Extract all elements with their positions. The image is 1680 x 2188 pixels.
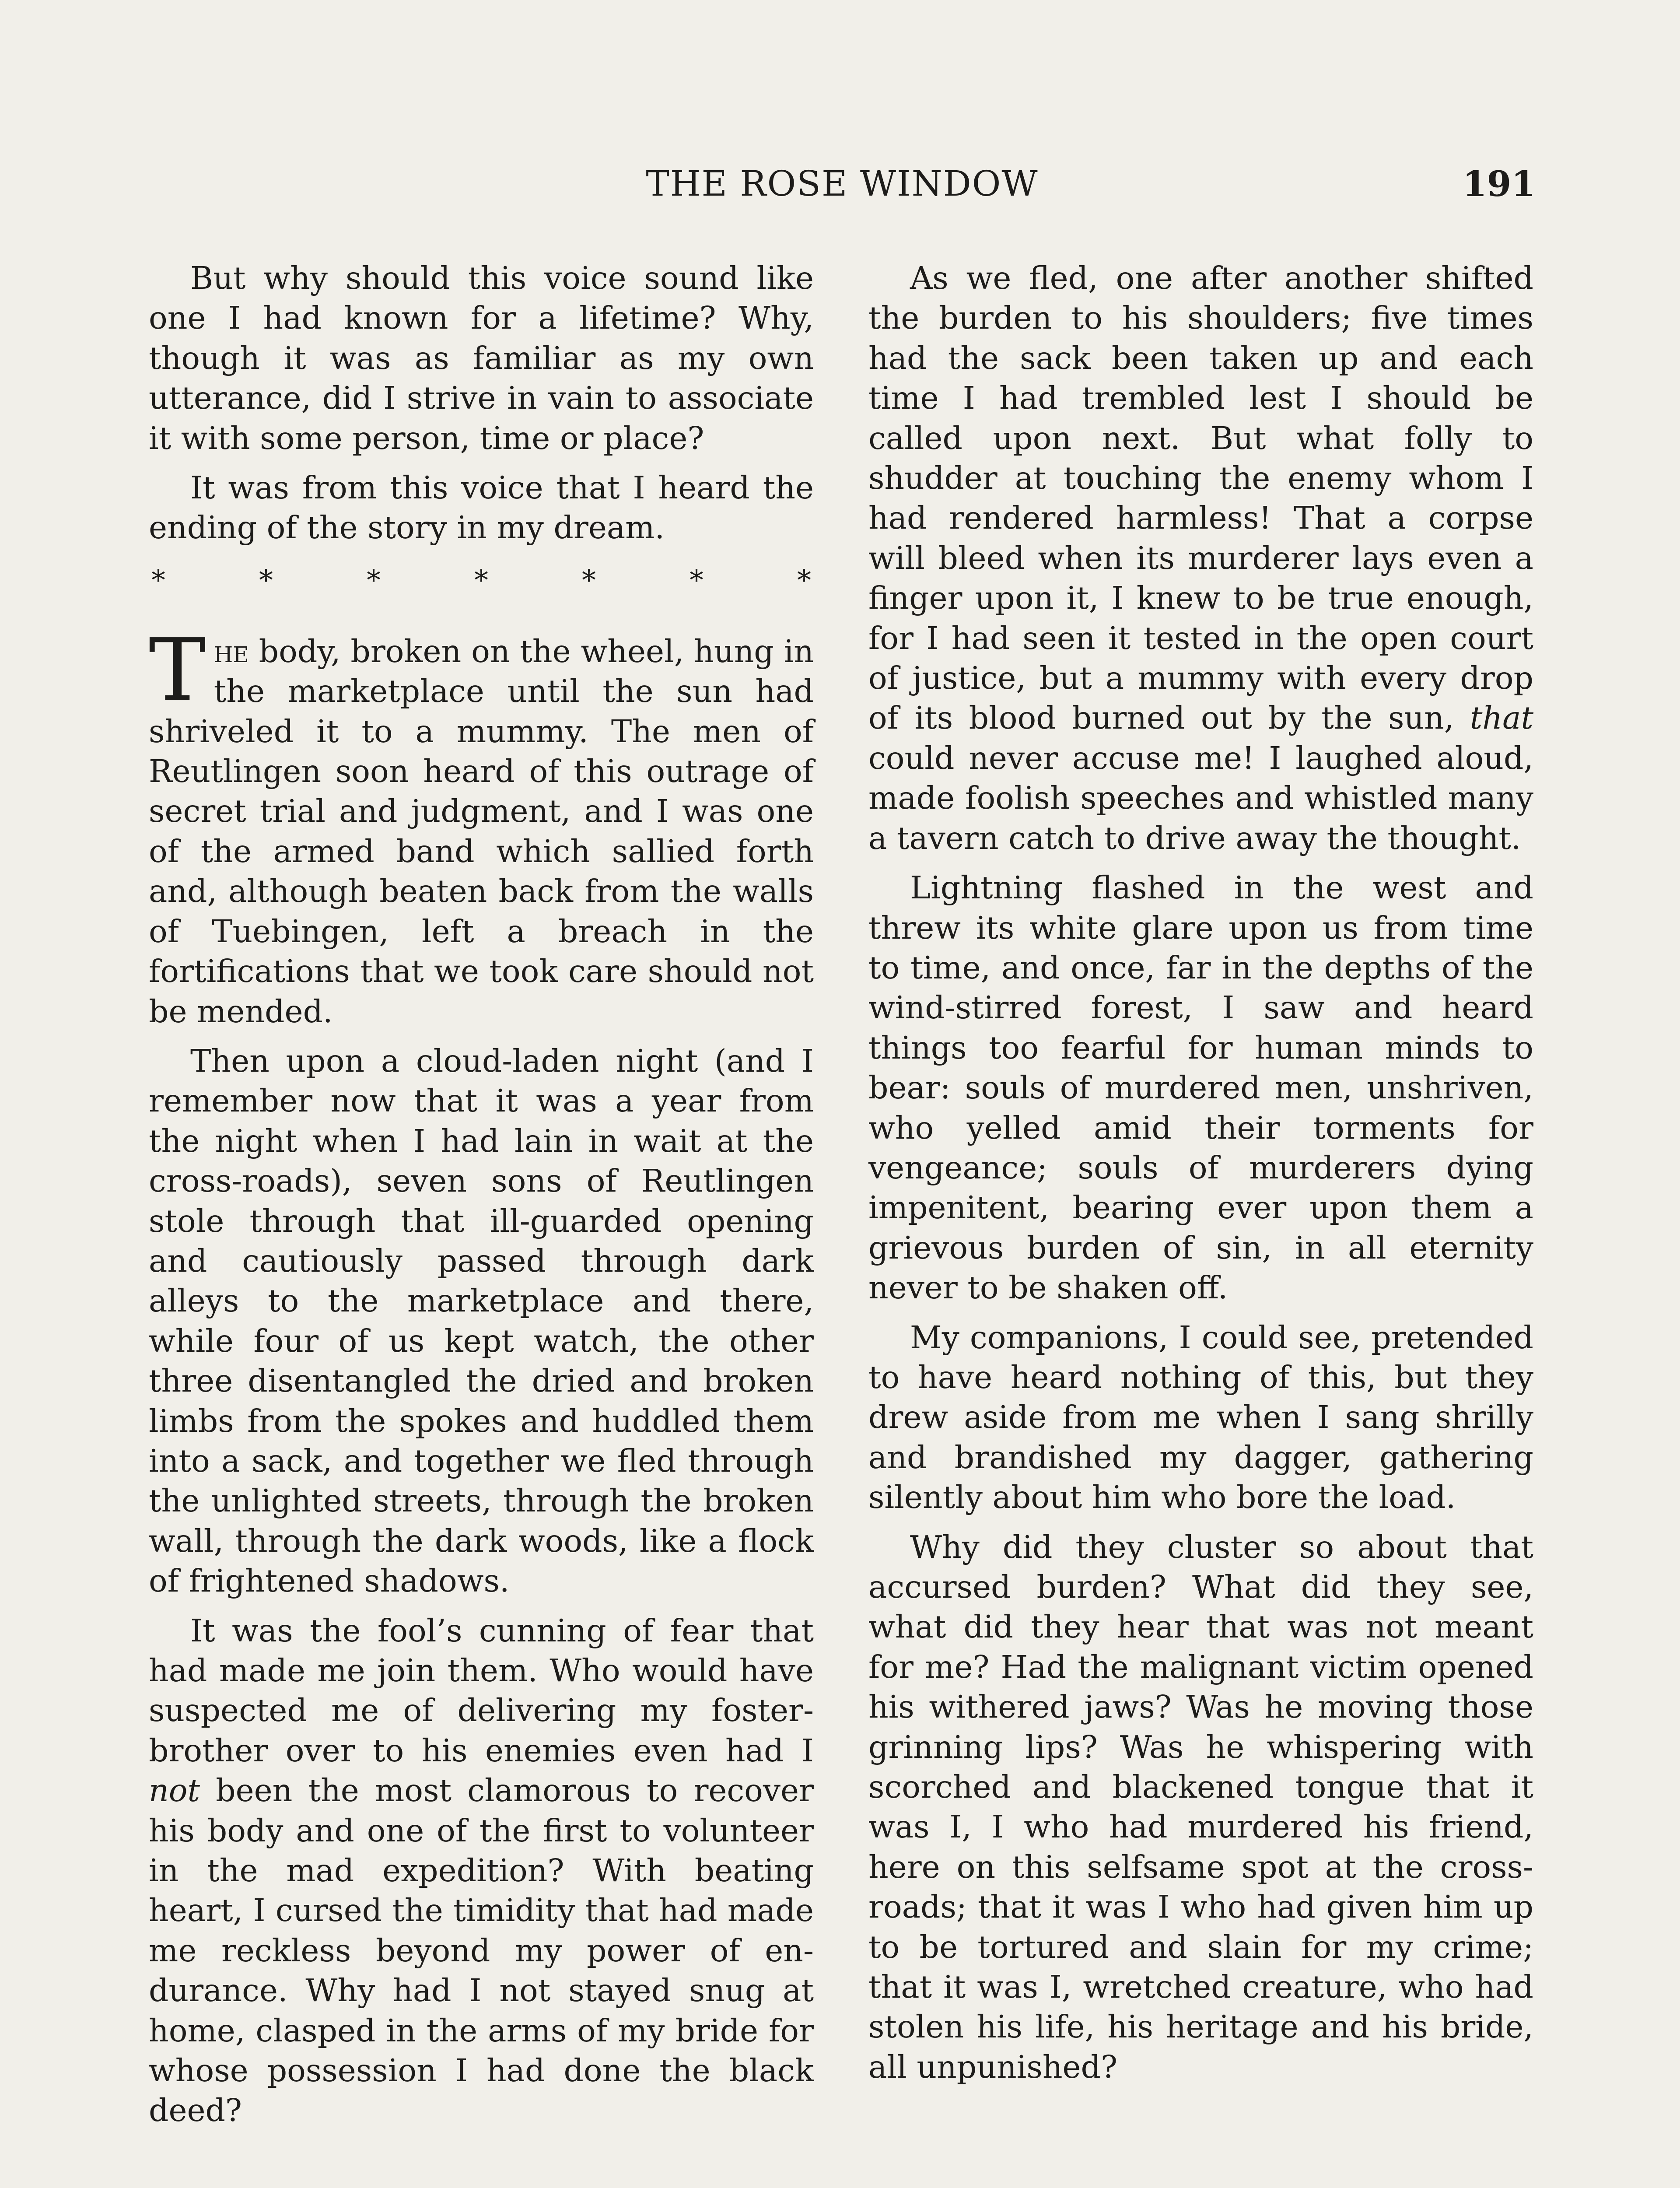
paragraph-text: could never accuse me! I laughed aloud, made foolish speeches and whistled many a tavern catch to drive away the thought. <box>868 740 1533 856</box>
paragraph-fools-cunning <box>149 1611 814 2131</box>
separator-asterisk: * <box>582 564 596 597</box>
paragraph-cluster: Why did they cluster so about that accursed burden? What did they see, what did they hear that was not meant for me? Had the malignant victim opened his withered jaws? Was he moving those grinning lips? Was he whispering with scorched and blackened tongue that it was I, I who had murdered his friend, here on this selfsame spot at the crossroads; that it was I who had given him up to be tortured and slain for my crime; that it was I, wretched creature, who had stolen his life, his heritage and his bride, all unpunished? <box>868 1529 1533 2085</box>
paragraph-text: As we fled, one after another shifted the burden to his shoulders; five times had the sack been taken up and each time I had trembled lest I should be called upon next. But what folly to shudder at touching the enemy whom I had rendered harmless! That a corpse will bleed when its murderer lays even a finger upon it, I knew to be true enough, for I had seen it tested in the open court of justice, but a mummy with every drop of its blood burned out by the sun, <box>868 260 1533 736</box>
right-column <box>868 258 1533 2097</box>
emphasis-not: not <box>149 1772 200 1809</box>
paragraph-text: been the most clamorous to recover his body and one of the first to volunteer in the mad expedition? With beating heart, I cursed the timidity that had made me reckless beyond my power of endurance. Why had I not stayed snug at home, clasped in the arms of my bride for whose possession I had done the black deed? <box>149 1772 814 2129</box>
paragraph-voice-question: But why should this voice sound like one I had known for a lifetime? Why, though it was as familiar as my own utterance, did I strive in vain to associate it with some person, time or place? <box>149 260 814 456</box>
page-header <box>149 158 1536 210</box>
section-separator <box>149 561 814 601</box>
separator-asterisk: * <box>797 564 811 597</box>
drop-cap: T <box>149 620 206 720</box>
separator-asterisk: * <box>367 564 381 597</box>
separator-asterisk: * <box>151 564 165 597</box>
paragraph-body-broken <box>149 620 814 1031</box>
emphasis-that: that <box>1470 700 1533 736</box>
paragraph-lightning: Lightning flashed in the west and threw its white glare upon us from time to time, and once, far in the depths of the wind-stirred forest, I saw and heard things too fearful for human minds to bear: souls of murdered men, unshriven, who yelled amid their torments for vengeance; souls of murderers dying impenitent, bearing ever upon them a grievous burden of sin, in all eternity never to be shaken off. <box>868 870 1533 1306</box>
small-caps-lead: he <box>214 633 249 670</box>
left-column <box>149 258 814 2140</box>
page-number: 191 <box>1463 163 1536 204</box>
paragraph-text: body, broken on the wheel, hung in the marketplace until the sun had shriveled it to a mummy. The men of Reutlingen soon heard of this outrage of secret trial and judgment, and I was one of the armed band which sallied forth and, although beaten back from the walls of Tuebingen, left a breach in the fortifications that we took care should not be mended. <box>149 633 814 1030</box>
paragraph-companions: My companions, I could see, pretended to have heard nothing of this, but they drew aside from me when I sang shrilly and brandished my dagger, gathering silently about him who bore the load. <box>868 1319 1533 1516</box>
paragraph-as-we-fled <box>868 258 1533 858</box>
running-title: THE ROSE WINDOW <box>646 163 1039 204</box>
separator-asterisk: * <box>474 564 488 597</box>
paragraph-text: It was the fool’s cunning of fear that had made me join them. Who would have suspected me of delivering my foster-brother over to his enemies even had I <box>149 1612 814 1769</box>
paragraph-cloud-laden-night: Then upon a cloud-laden night (and I remember now that it was a year from the night when I had lain in wait at the cross-roads), seven sons of Reutlingen stole through that ill-guarded opening and cautiously passed through dark alleys to the marketplace and there, while four of us kept watch, the other three disentangled the dried and broken limbs from the spokes and huddled them into a sack, and together we fled through the unlighted streets, through the broken wall, through the dark woods, like a flock of frightened shadows. <box>149 1042 814 1599</box>
separator-asterisk: * <box>690 564 704 597</box>
paragraph-voice-ending: It was from this voice that I heard the ending of the story in my dream. <box>149 470 814 546</box>
separator-asterisk: * <box>259 564 273 597</box>
